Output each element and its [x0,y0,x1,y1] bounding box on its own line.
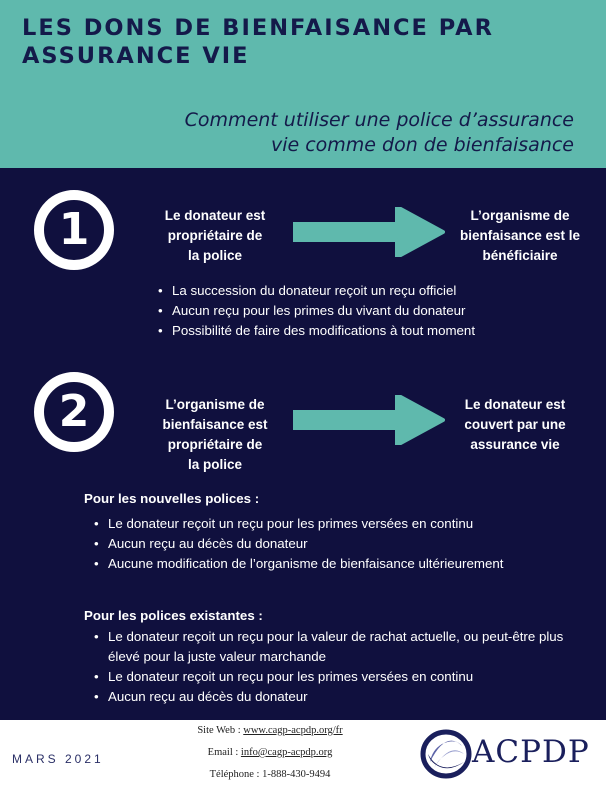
list-item: • Aucune modification de l’organisme de bienfaisance ultérieurement [94,554,569,574]
subtitle-line-2: vie comme don de bienfaisance [270,134,574,156]
logo-swirl-base [428,754,464,768]
website-label: Site Web : [197,725,244,736]
subtitle-line-1: Comment utiliser une police d’assurance [184,109,574,131]
website-link[interactable]: www.cagp-acpdp.org/fr [243,725,343,736]
page-title [22,14,582,70]
list-item: • Le donateur reçoit un reçu pour les primes versées en continu [94,667,569,687]
option-2-to-line: couvert par une [464,417,566,432]
arrow-right-icon [293,207,445,257]
list-item: • Le donateur reçoit un reçu pour les primes versées en continu [94,514,569,534]
email-line [170,742,370,764]
option-2-from-line: bienfaisance est [162,417,268,432]
option-2-from-line: propriétaire de [167,437,263,452]
option-1-from-line: Le donateur est [164,208,266,223]
list-item: • Possibilité de faire des modifications à tout moment [158,321,518,341]
publication-date: MARS 2021 [12,752,104,766]
new-policies-heading: Pour les nouvelles polices : [84,491,260,506]
existing-policies-bullet-list [94,627,569,707]
list-item: • Aucun reçu au décès du donateur [94,687,569,707]
option-1-from-box [150,206,280,266]
option-1-from-line: propriétaire de [167,228,263,243]
page-subtitle [54,108,574,158]
list-item: • Aucun reçu au décès du donateur [94,534,569,554]
option-2-from-line: L’organisme de [165,397,265,412]
list-item: • Aucun reçu pour les primes du vivant du donateur [158,301,518,321]
option-1-to-line: L’organisme de [470,208,570,223]
logo-swirl-inner [434,750,464,768]
new-policies-bullet-list [94,514,569,574]
title-line-2: ASSURANCE VIE [22,43,250,69]
option-1-to-line: bénéficiaire [482,248,558,263]
option-1-to-line: bienfaisance est le [459,228,581,243]
list-item: • La succession du donateur reçoit un reçu officiel [158,281,518,301]
step-1-number-icon: 1 [34,190,114,270]
list-item: • Le donateur reçoit un reçu pour la valeur de rachat actuelle, ou peut-être plus élevé pour la juste valeur marchande [94,627,569,667]
contact-info [170,720,370,786]
option-2-to-box [440,395,590,455]
email-label: Email : [207,747,241,758]
existing-policies-heading: Pour les polices existantes : [84,608,263,623]
website-line [170,720,370,742]
logo-wordmark: ACPDP [472,734,590,770]
option-1-to-box [445,206,595,266]
option-1-from-line: la police [187,248,243,263]
option-2-from-box [150,395,280,475]
option-1-bullet-list [158,281,518,341]
header-banner [0,0,606,168]
phone-line: Téléphone : 1-888-430-9494 [209,769,331,780]
arrow-shape [293,395,443,445]
step-2-number-icon: 2 [34,372,114,452]
option-2-from-line: la police [187,457,243,472]
option-2-to-line: assurance vie [470,437,560,452]
title-line-1: LES DONS DE BIENFAISANCE PAR [22,15,494,41]
arrow-shape [293,207,443,257]
arrow-right-icon [293,395,445,445]
option-2-to-line: Le donateur est [464,397,566,412]
email-link[interactable]: info@cagp-acpdp.org [240,747,333,758]
